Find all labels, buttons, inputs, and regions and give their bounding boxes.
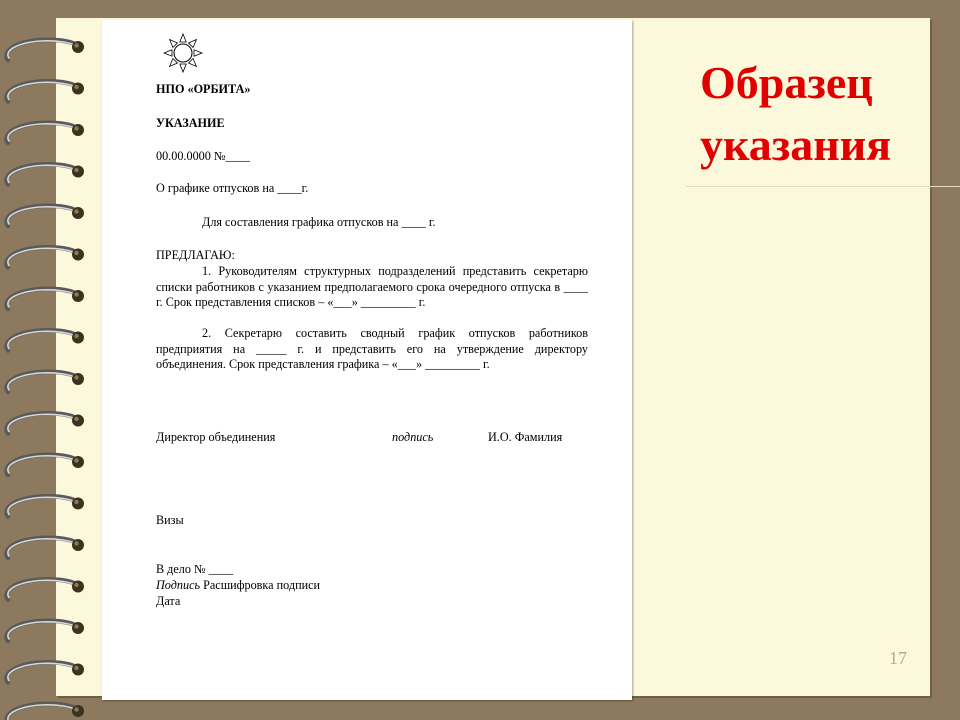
spiral-ring-icon — [6, 123, 84, 143]
slide-title-line-2: указания — [700, 119, 892, 170]
directive-item-1-text: 1. Руководителям структурных подразделений представить секретарю списки работников с указанием предполагаемого срока очередного отпуска в ____ г. Срок представления списков – «___» _________ г. — [156, 264, 588, 309]
spiral-ring-icon — [6, 206, 84, 226]
propose-heading: ПРЕДЛАГАЮ: — [156, 248, 235, 262]
spiral-ring-icon — [6, 662, 84, 682]
date-label: Дата — [156, 594, 181, 608]
signature-label: подпись — [392, 430, 434, 444]
directive-item-2 — [156, 326, 588, 373]
sign-decode: Расшифровка подписи — [203, 578, 321, 592]
slide-title-line-1: Образец — [700, 57, 873, 108]
sign-label: Подпись — [156, 578, 201, 592]
slide-title — [700, 52, 930, 176]
spiral-ring-icon — [6, 704, 84, 720]
spiral-ring-icon — [6, 247, 84, 267]
spiral-ring-icon — [6, 164, 84, 184]
document-type: УКАЗАНИЕ — [156, 116, 225, 130]
spiral-ring-icon — [6, 289, 84, 309]
document-subject: О графике отпусков на ____г. — [156, 181, 309, 195]
file-note: В дело № ____ — [156, 562, 234, 576]
spiral-ring-icon — [6, 455, 84, 475]
spiral-ring-icon — [6, 81, 84, 101]
visas-label: Визы — [156, 513, 184, 527]
sun-logo-icon — [162, 32, 204, 74]
spiral-ring-icon — [6, 621, 84, 641]
date-number: 00.00.0000 №____ — [156, 149, 250, 163]
spiral-ring-icon — [6, 579, 84, 599]
spiral-ring-icon — [6, 538, 84, 558]
organization-name: НПО «ОРБИТА» — [156, 82, 251, 96]
spiral-ring-icon — [6, 330, 84, 350]
directive-item-1 — [156, 264, 588, 311]
spiral-binding — [0, 0, 100, 720]
spiral-ring-icon — [6, 40, 84, 60]
spiral-ring-icon — [6, 372, 84, 392]
ruled-line — [686, 186, 960, 187]
spiral-ring-icon — [6, 496, 84, 516]
page-number: 17 — [889, 648, 907, 668]
preamble: Для составления графика отпусков на ____ г. — [202, 215, 436, 229]
spiral-ring-icon — [6, 413, 84, 433]
document-sample — [102, 20, 632, 700]
directive-item-2-text: 2. Секретарю составить сводный график отпусков работников предприятия на _____ г. и представить его на утверждение директору объединения. Срок представления графика – «___» _________ г. — [156, 326, 588, 371]
signature-position: Директор объединения — [156, 430, 276, 444]
signature-name: И.О. Фамилия — [488, 430, 563, 444]
sign-line — [156, 578, 320, 593]
